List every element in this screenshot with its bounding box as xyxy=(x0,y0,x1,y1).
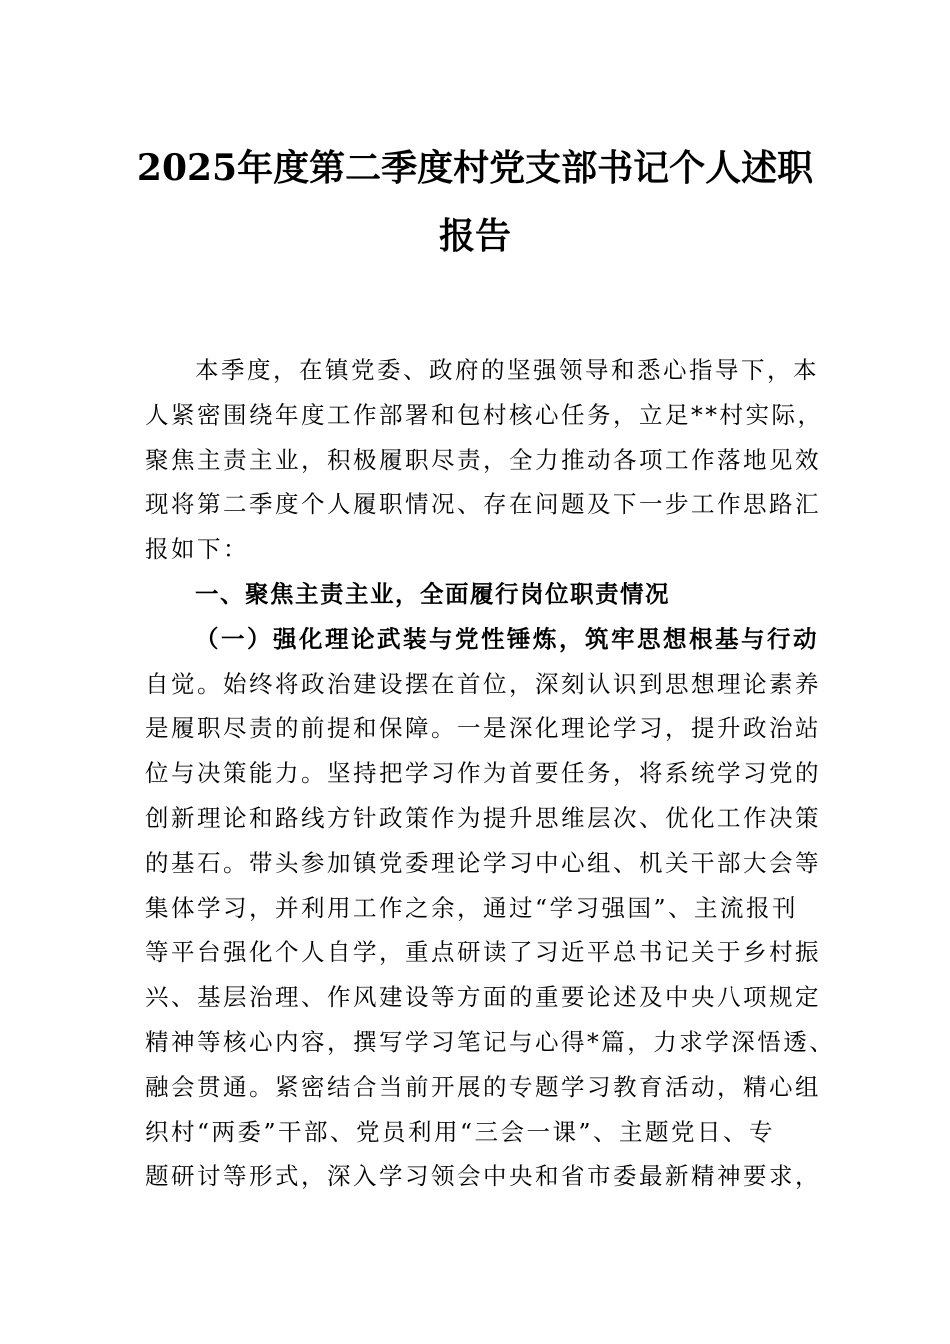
document-body xyxy=(145,348,836,1199)
body-line: 人紧密围绕年度工作部署和包村核心任务，立足**村实际， xyxy=(145,400,824,429)
body-line: 精神等核心内容，撰写学习笔记与心得*篇，力求学深悟透、 xyxy=(145,1027,836,1056)
body-line: 等平台强化个人自学，重点研读了习近平总书记关于乡村振 xyxy=(145,938,821,967)
body-line: 兴、基层治理、作风建设等方面的重要论述及中央八项规定 xyxy=(145,983,821,1012)
body-line: 自觉。始终将政治建设摆在首位，深刻认识到思想理论素养 xyxy=(145,669,821,698)
body-line: 融会贯通。紧密结合当前开展的专题学习教育活动，精心组 xyxy=(145,1072,821,1101)
body-line: 的基石。带头参加镇党委理论学习中心组、机关干部大会等 xyxy=(145,848,821,877)
body-line: 题研讨等形式，深入学习领会中央和省市委最新精神要求， xyxy=(145,1162,821,1191)
body-line: 创新理论和路线方针政策作为提升思维层次、优化工作决策 xyxy=(145,803,821,832)
body-line: 织村“两委”干部、党员利用“三会一课”、主题党日、专 xyxy=(145,1117,776,1146)
document-title-line-1: 2025年度第二季度村党支部书记个人述职 xyxy=(136,147,814,189)
body-line: 报如下： xyxy=(145,535,249,564)
document-title-line-2: 报告 xyxy=(438,215,511,257)
body-line: 是履职尽责的前提和保障。一是深化理论学习，提升政治站 xyxy=(145,714,821,743)
subsection-heading: （一）强化理论武装与党性锤炼，筑牢思想根基与行动 xyxy=(195,624,819,653)
body-line: 现将第二季度个人履职情况、存在问题及下一步工作思路汇 xyxy=(145,490,821,519)
body-line: 集体学习，并利用工作之余，通过“学习强国”、主流报刊 xyxy=(145,893,799,922)
body-line: 本季度，在镇党委、政府的坚强领导和悉心指导下，本 xyxy=(195,356,819,384)
section-heading: 一、聚焦主责主业，全面履行岗位职责情况 xyxy=(195,579,670,608)
body-line: 位与决策能力。坚持把学习作为首要任务，将系统学习党的 xyxy=(145,759,821,788)
body-line: 聚焦主责主业，积极履职尽责，全力推动各项工作落地见效 xyxy=(145,445,821,474)
